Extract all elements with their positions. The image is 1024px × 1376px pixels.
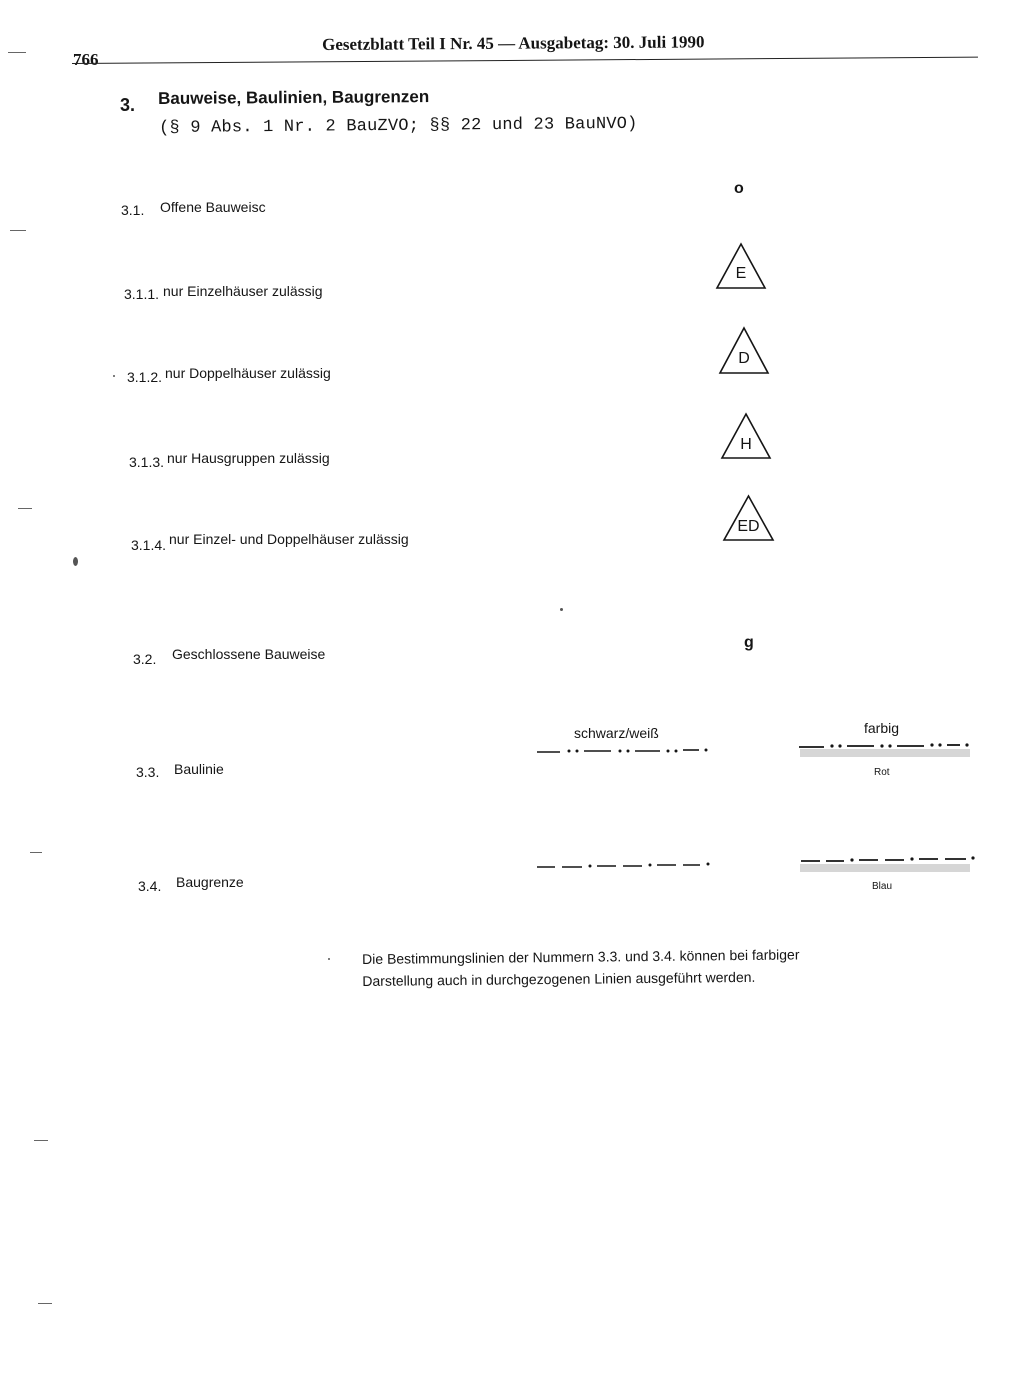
- header-rule: [72, 57, 978, 64]
- baugrenze-color-band: [800, 864, 970, 872]
- scan-speck: [73, 557, 78, 566]
- item-number: 3.1.4.: [131, 537, 167, 553]
- baugrenze-bw-line: [536, 860, 716, 872]
- section-number: 3.: [120, 95, 136, 115]
- triangle-ed-letter: ED: [737, 518, 760, 535]
- item-label: Geschlossene Bauweise: [172, 646, 326, 662]
- item-number: 3.1.3.: [129, 454, 165, 470]
- scan-speck: [113, 375, 115, 377]
- item-label: Baugrenze: [176, 874, 244, 890]
- item-label: nur Doppelhäuser zulässig: [165, 365, 331, 381]
- section-reference: (§ 9 Abs. 1 Nr. 2 BauZVO; §§ 22 und 23 BauNVO): [159, 114, 638, 138]
- scan-speck: [18, 508, 32, 509]
- triangle-h-letter: H: [740, 436, 752, 453]
- item-number: 3.4.: [138, 878, 162, 894]
- baugrenze-color-name: Blau: [872, 881, 893, 892]
- item-label: Baulinie: [174, 761, 224, 777]
- bw-heading: schwarz/weiß: [574, 725, 659, 741]
- section-title: Bauweise, Baulinien, Baugrenzen: [158, 87, 430, 108]
- triangle-ed-icon: [722, 494, 775, 542]
- item-label: nur Einzelhäuser zulässig: [163, 283, 323, 299]
- scan-speck: [8, 52, 26, 53]
- item-number: 3.1.1.: [124, 286, 160, 302]
- item-number: 3.2.: [133, 651, 157, 667]
- scan-speck: [38, 1303, 52, 1304]
- triangle-h-icon: [720, 412, 772, 460]
- color-heading: farbig: [864, 720, 900, 736]
- scan-speck: [328, 958, 330, 960]
- baugrenze-color-line: [800, 853, 980, 865]
- item-label: Offene Bauweisc: [160, 199, 266, 215]
- symbol-open-o: o: [734, 180, 744, 197]
- triangle-d-icon: [718, 326, 770, 375]
- symbol-closed-g: g: [744, 634, 754, 651]
- running-head: Gesetzblatt Teil I Nr. 45 — Ausgabetag: 30. Juli 1990: [322, 32, 705, 54]
- item-label: nur Hausgruppen zulässig: [167, 450, 330, 466]
- scan-speck: [30, 852, 42, 853]
- item-label: nur Einzel- und Doppelhäuser zulässig: [169, 531, 409, 547]
- item-number: 3.3.: [136, 764, 160, 780]
- scan-speck: [34, 1140, 48, 1141]
- triangle-e-letter: E: [735, 265, 747, 282]
- footnote: Die Bestimmungslinien der Nummern 3.3. und 3.4. können bei farbiger Darstellung auch in durchgezogenen Linien ausgeführt werden.: [362, 946, 800, 989]
- scan-speck: [10, 230, 26, 231]
- item-number: 3.1.2.: [127, 369, 163, 385]
- page-number: 766: [73, 50, 99, 69]
- scan-speck: [560, 608, 563, 611]
- triangle-d-letter: D: [738, 350, 750, 367]
- baulinie-color-line: [798, 740, 973, 752]
- baulinie-bw-line: [536, 746, 711, 758]
- item-number: 3.1.: [121, 202, 145, 218]
- triangle-e-icon: [715, 242, 767, 290]
- baulinie-color-name: Rot: [874, 767, 890, 778]
